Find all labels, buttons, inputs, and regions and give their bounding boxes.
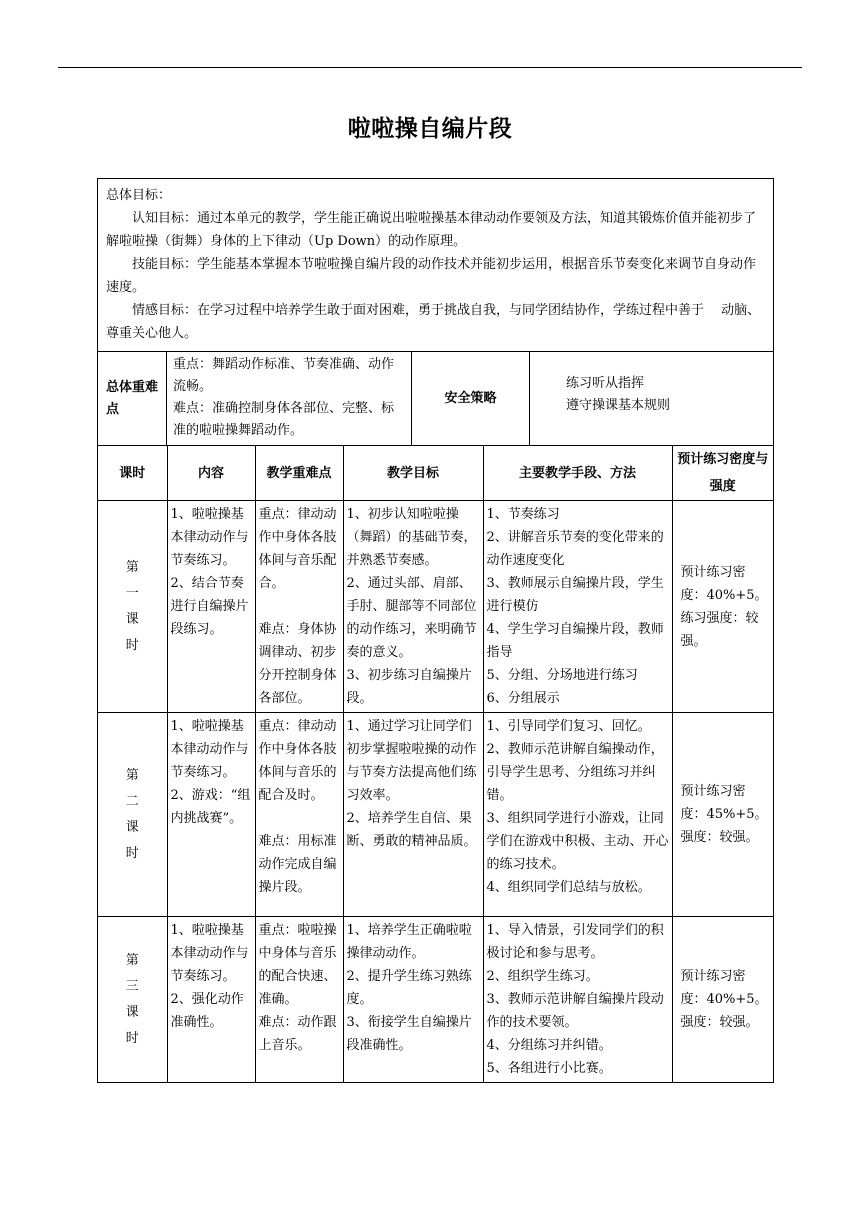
key-point: 重点：舞蹈动作标准、节奏准确、动作流畅。	[173, 357, 395, 394]
col-header-period: 课时	[98, 446, 167, 501]
key-points-label: 总体重难点	[98, 352, 167, 445]
objectives-cell	[343, 713, 483, 917]
table-row	[98, 713, 773, 917]
period-cell-line: 第	[125, 559, 139, 575]
methods-cell-line: 4、组织同学们总结与放松。	[486, 880, 651, 895]
objectives-cell-line: 3、初步练习自编操片段。	[346, 668, 472, 706]
key-points-content	[167, 352, 412, 445]
safety-content	[530, 352, 773, 445]
methods-cell-line: 6、分组展示	[486, 691, 560, 706]
header-rule	[58, 67, 802, 68]
content-cell-line: 2、结合节奏进行自编操片段练习。	[170, 576, 249, 637]
methods-cell-line: 1、引导同学们复习、回忆。	[486, 719, 651, 734]
key-points-cell-line	[259, 807, 340, 830]
key-points-cell-line: 难点：身体协调律动、初步分开控制身体各部位。	[258, 622, 337, 706]
objectives-cell-line: 2、培养学生自信、果断、勇敢的精神品质。	[346, 811, 477, 849]
lesson-table	[98, 446, 773, 1082]
key-points-cell-line: 重点：律动动作中身体各肢体间与音乐配合。	[258, 507, 337, 591]
key-points-cell-line: 重点：啦啦操中身体与音乐的配合快速、准确。	[258, 923, 337, 1007]
methods-cell-line: 2、讲解音乐节奏的变化带来的动作速度变化	[486, 530, 664, 568]
table-header-row	[98, 446, 773, 501]
key-points-cell	[255, 917, 343, 1083]
density-cell-line: 强度：较强。	[680, 1015, 759, 1030]
objectives-cell-line: 3、衔接学生自编操片段准确性。	[346, 1015, 472, 1053]
objectives-cell-line: 1、通过学习让同学们初步掌握啦啦操的动作与节奏方法提高他们练习效率。	[346, 719, 477, 803]
key-points-cell-line	[259, 595, 340, 618]
period-cell-line: 二	[125, 793, 139, 809]
key-points-cell-line: 重点：律动动作中身体各肢体间与音乐的配合及时。	[258, 719, 337, 803]
density-cell-line: 预计练习密度：40%+5。	[680, 969, 768, 1007]
period-cell-line: 时	[125, 637, 139, 653]
methods-cell	[483, 501, 672, 713]
methods-cell-line: 3、组织同学进行小游戏，让同学们在游戏中积极、主动、开心的练习技术。	[486, 811, 669, 872]
methods-cell-line: 2、组织学生练习。	[486, 969, 599, 984]
methods-cell-line: 1、节奏练习	[486, 507, 560, 522]
goals-heading: 总体目标：	[106, 188, 172, 203]
period-cell-line: 第	[125, 952, 139, 968]
safety-label: 安全策略	[412, 352, 530, 445]
content-cell-line: 1、啦啦操基本律动动作与节奏练习。	[170, 719, 249, 780]
table-row	[98, 501, 773, 713]
density-cell	[672, 501, 773, 713]
period-cell-line: 时	[125, 845, 139, 861]
content-cell-line: 1、啦啦操基本律动动作与节奏练习。	[170, 507, 249, 568]
col-header-objectives: 教学目标	[343, 446, 483, 501]
content-cell	[167, 713, 255, 917]
safety-item: 遵守操课基本规则	[566, 398, 671, 413]
methods-cell-line: 3、教师示范讲解自编操片段动作的技术要领。	[486, 992, 664, 1030]
goals-section	[98, 179, 773, 352]
content-cell-line: 2、游戏：“组内挑战赛”。	[170, 788, 251, 826]
content-cell	[167, 917, 255, 1083]
methods-cell-line: 2、教师示范讲解自编操动作，引导学生思考、分组练习并纠错。	[486, 742, 664, 803]
period-cell	[98, 917, 167, 1083]
key-points-cell	[255, 713, 343, 917]
period-cell-line: 三	[125, 978, 139, 994]
methods-cell-line: 3、教师展示自编操片段，学生进行模仿	[486, 576, 664, 614]
col-header-key-points: 教学重难点	[255, 446, 343, 501]
content-cell-line: 2、强化动作准确性。	[170, 992, 244, 1030]
density-cell-line: 预计练习密度：40%+5。	[680, 564, 768, 603]
key-points-cell	[255, 501, 343, 713]
methods-cell-line: 5、各组进行小比赛。	[486, 1061, 612, 1076]
col-header-content: 内容	[167, 446, 255, 501]
period-cell-line: 课	[125, 611, 139, 627]
density-cell-line: 强度：较强。	[680, 830, 759, 845]
density-cell	[672, 713, 773, 917]
col-header-methods: 主要教学手段、方法	[483, 446, 672, 501]
content-cell-line: 1、啦啦操基本律动动作与节奏练习。	[170, 923, 249, 984]
page-title: 啦啦操自编片段	[347, 116, 513, 142]
methods-cell-line: 4、分组练习并纠错。	[486, 1038, 612, 1053]
period-cell	[98, 713, 167, 917]
period-cell-line: 时	[125, 1030, 139, 1046]
goal-cognitive: 认知目标：通过本单元的教学，学生能正确说出啦啦操基本律动动作要领及方法，知道其锻炼价值并能初步了解啦啦操（街舞）身体的上下律动（Up Down）的动作原理。	[106, 211, 757, 249]
period-cell	[98, 501, 167, 713]
safety-item: 练习听从指挥	[566, 376, 645, 391]
methods-cell-line: 4、学生学习自编操片段，教师指导	[486, 622, 664, 660]
plan-box	[97, 178, 774, 1083]
content-cell	[167, 501, 255, 713]
objectives-cell-line: 2、提升学生练习熟练度。	[346, 969, 472, 1007]
goal-affective: 情感目标：在学习过程中培养学生敢于面对困难，勇于挑战自我，与同学团结协作，学练过程中善于 动脑、尊重关心他人。	[106, 303, 761, 341]
density-cell	[672, 917, 773, 1083]
period-cell-line: 一	[125, 585, 139, 601]
table-row	[98, 917, 773, 1083]
density-cell-line: 练习强度：较强。	[680, 610, 759, 649]
period-cell-line: 课	[125, 819, 139, 835]
methods-cell	[483, 713, 672, 917]
objectives-cell-line: 1、培养学生正确啦啦操律动动作。	[346, 923, 472, 961]
period-cell-line: 第	[125, 767, 139, 783]
key-points-cell-line: 难点：动作跟上音乐。	[258, 1015, 337, 1053]
objectives-cell-line: 1、初步认知啦啦操（舞蹈）的基础节奏，并熟悉节奏感。	[346, 507, 477, 568]
methods-cell-line: 1、导入情景，引发同学们的积极讨论和参与思考。	[486, 923, 664, 961]
key-points-cell-line: 难点：用标准动作完成自编操片段。	[258, 834, 337, 895]
objectives-cell-line: 2、通过头部、肩部、手肘、腿部等不同部位的动作练习，来明确节奏的意义。	[346, 576, 477, 660]
period-cell-line: 课	[125, 1004, 139, 1020]
key-points-row	[98, 352, 773, 446]
difficulty-point: 难点：准确控制身体各部位、完整、标准的啦啦操舞蹈动作。	[173, 401, 395, 438]
methods-cell	[483, 917, 672, 1083]
col-header-density: 预计练习密度与强度	[672, 446, 773, 501]
goal-skill: 技能目标：学生能基本掌握本节啦啦操自编片段的动作技术并能初步运用，根据音乐节奏变化来调节自身动作速度。	[106, 257, 757, 295]
methods-cell-line: 5、分组、分场地进行练习	[486, 668, 638, 683]
objectives-cell	[343, 501, 483, 713]
objectives-cell	[343, 917, 483, 1083]
density-cell-line: 预计练习密度：45%+5。	[680, 784, 768, 822]
